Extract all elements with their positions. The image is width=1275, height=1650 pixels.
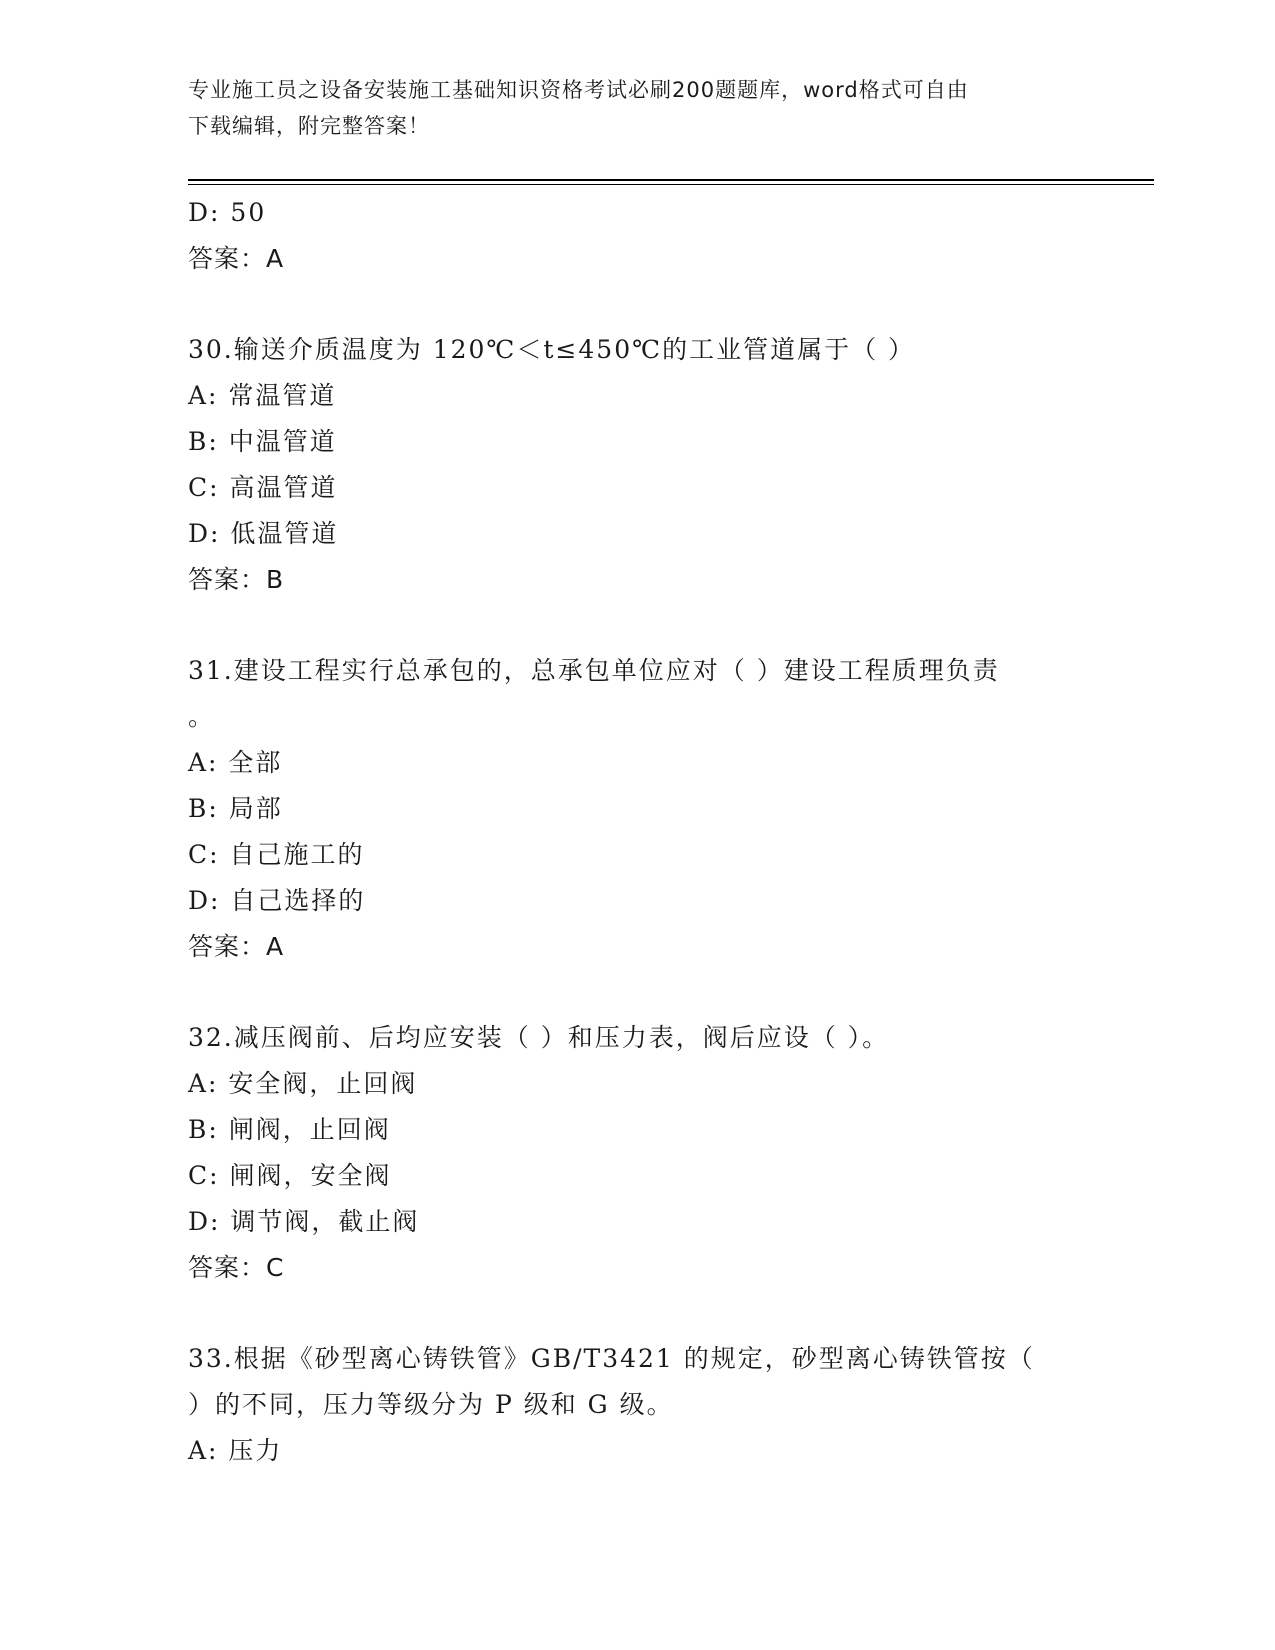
option-a: A: 压力 [188, 1436, 283, 1465]
question-list [188, 190, 1068, 1474]
option-d: D: 低温管道 [188, 519, 339, 548]
question-text: 32.减压阀前、后均应安装（ ）和压力表，阀后应设（ ）。 [188, 1023, 890, 1052]
answer: 答案：A [188, 932, 285, 961]
option-d: D: 调节阀，截止阀 [188, 1207, 420, 1236]
question-text-line-2: 。 [188, 702, 216, 731]
question-29-tail [188, 190, 1068, 282]
header-line-1: 专业施工员之设备安装施工基础知识资格考试必刷200题题库，word格式可自由 [188, 78, 969, 102]
option-a: A: 安全阀，止回阀 [188, 1069, 418, 1098]
option-c: C: 高温管道 [188, 473, 338, 502]
option-b: B: 闸阀，止回阀 [188, 1115, 391, 1144]
question-33 [188, 1336, 1068, 1474]
option-d: D: 50 [188, 198, 267, 227]
document-header [188, 72, 1068, 144]
question-text-line-2: ）的不同，压力等级分为 P 级和 G 级。 [188, 1390, 674, 1419]
option-d: D: 自己选择的 [188, 886, 366, 915]
question-32 [188, 1015, 1068, 1291]
question-31 [188, 648, 1068, 970]
option-c: C: 闸阀，安全阀 [188, 1161, 392, 1190]
header-line-2: 下载编辑，附完整答案！ [188, 114, 430, 138]
option-b: B: 局部 [188, 794, 283, 823]
question-30 [188, 327, 1068, 603]
question-text-line-1: 33.根据《砂型离心铸铁管》GB/T3421 的规定，砂型离心铸铁管按（ [188, 1344, 1035, 1373]
answer: 答案：C [188, 1253, 285, 1282]
answer: 答案：A [188, 244, 285, 273]
header-divider-thin [188, 184, 1154, 185]
option-a: A: 常温管道 [188, 381, 337, 410]
option-b: B: 中温管道 [188, 427, 337, 456]
option-a: A: 全部 [188, 748, 283, 777]
option-c: C: 自己施工的 [188, 840, 365, 869]
answer: 答案：B [188, 565, 285, 594]
header-divider-thick [188, 179, 1154, 181]
question-text-line-1: 31.建设工程实行总承包的，总承包单位应对（ ）建设工程质理负责 [188, 656, 1000, 685]
question-text: 30.输送介质温度为 120℃＜t≤450℃的工业管道属于（ ） [188, 335, 916, 364]
